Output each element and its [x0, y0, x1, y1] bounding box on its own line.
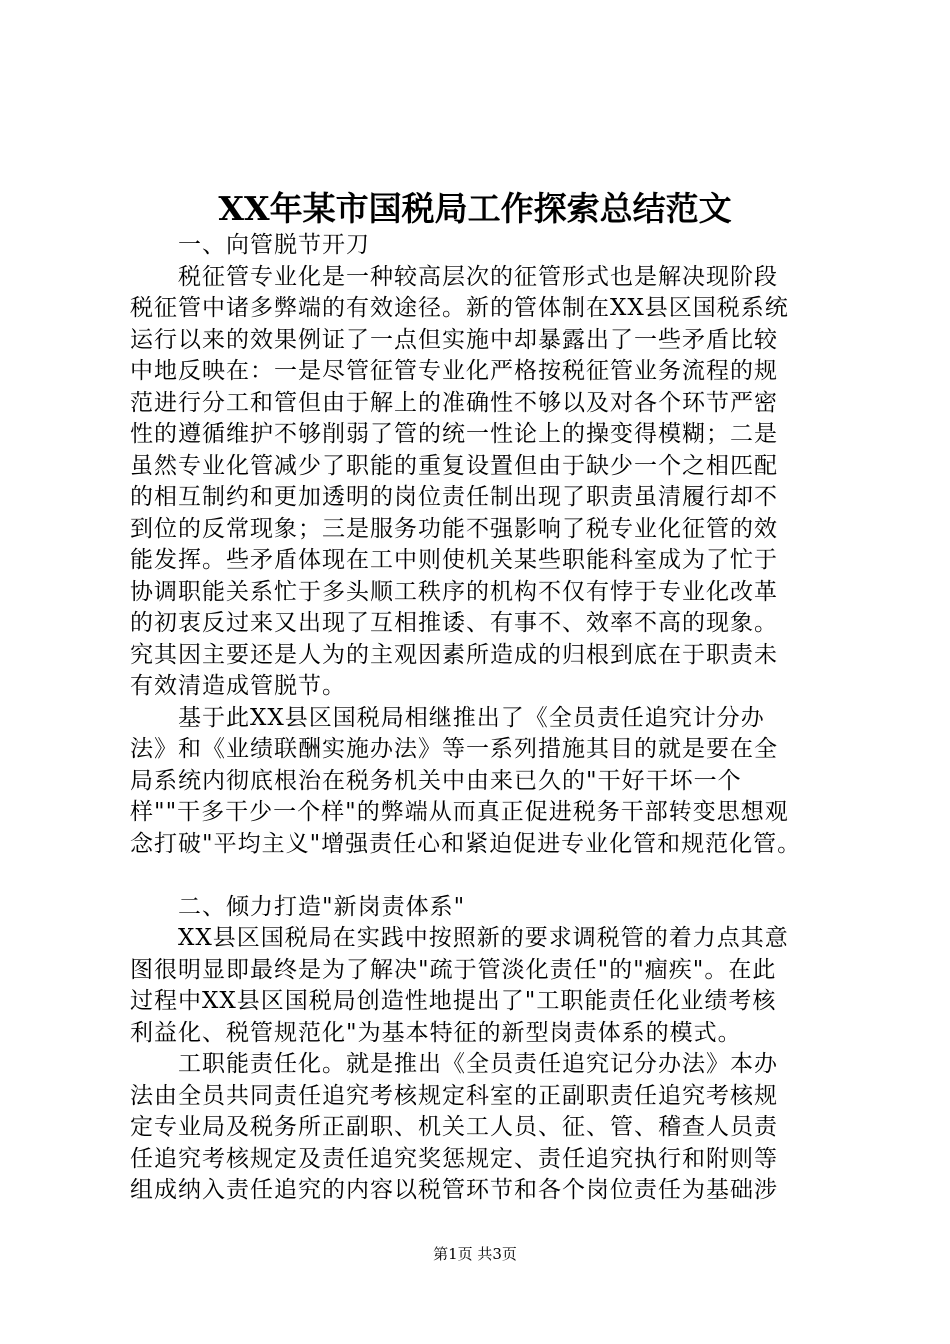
text-line: 有效清造成管脱节。	[130, 673, 346, 699]
text-line: 中地反映在：一是尽管征管专业化严格按税征管业务流程的规	[130, 358, 778, 384]
text-line: 运行以来的效果例证了一点但实施中却暴露出了一些矛盾比较	[130, 326, 778, 353]
text-line: 法由全员共同责任追究考核规定科室的正副职责任追究考核规	[130, 1082, 778, 1109]
text-line: 基于此XX县区国税局相继推出了《全员责任追究计分办	[130, 704, 765, 731]
text-line: 二、倾力打造"新岗责体系"	[130, 893, 466, 920]
text-line: 组成纳入责任追究的内容以税管环节和各个岗位责任为基础涉	[130, 1177, 778, 1203]
text-line: 图很明显即最终是为了解决"疏于管淡化责任"的"痼疾"。在此	[130, 956, 777, 983]
text-line: 法》和《业绩联酬实施办法》等一系列措施其目的就是要在全	[130, 736, 778, 762]
text-line: 能发挥。些矛盾体现在工中则使机关某些职能科室成为了忙于	[130, 547, 778, 573]
text-line: 局系统内彻底根治在税务机关中由来已久的"干好干坏一个	[130, 767, 742, 794]
text-line: 税征管专业化是一种较高层次的征管形式也是解决现阶段	[130, 263, 778, 290]
text-line: 过程中XX县区国税局创造性地提出了"工职能责任化业绩考核	[130, 988, 777, 1014]
text-line: 念打破"平均主义"增强责任心和紧迫促进专业化管和规范化管。	[130, 830, 802, 857]
text-line: 的初衷反过来又出现了互相推诿、有事不、效率不高的现象。	[130, 610, 778, 636]
text-line: 样""干多干少一个样"的弊端从而真正促进税务干部转变思想观	[130, 799, 789, 825]
text-line: 到位的反常现象；三是服务功能不强影响了税专业化征管的效	[130, 515, 778, 542]
text-line: 范进行分工和管但由于解上的准确性不够以及对各个环节严密	[130, 389, 778, 416]
text-line: 虽然专业化管减少了职能的重复设置但由于缺少一个之相匹配	[130, 452, 778, 479]
text-line: 任追究考核规定及责任追究奖惩规定、责任追究执行和附则等	[130, 1145, 778, 1172]
text-line: 究其因主要还是人为的主观因素所造成的归根到底在于职责未	[130, 641, 778, 668]
text-line: 工职能责任化。就是推出《全员责任追究记分办法》本办	[130, 1051, 778, 1077]
text-line: 协调职能关系忙于多头顺工秩序的机构不仅有悖于专业化改革	[130, 578, 778, 605]
text-line: 税征管中诸多弊端的有效途径。新的管体制在XX县区国税系统	[130, 295, 789, 321]
document-title: XX年某市国税局工作探索总结范文	[218, 189, 732, 228]
text-line: 利益化、税管规范化"为基本特征的新型岗责体系的模式。	[130, 1019, 742, 1046]
text-line: XX县区国税局在实践中按照新的要求调税管的着力点其意	[130, 925, 789, 951]
text-line: 性的遵循维护不够削弱了管的统一性论上的操变得模糊；二是	[130, 421, 778, 447]
text-line: 一、向管脱节开刀	[130, 232, 370, 258]
text-line	[130, 860, 830, 892]
document-body	[130, 230, 830, 1207]
text-line: 的相互制约和更加透明的岗位责任制出现了职责虽清履行却不	[130, 484, 778, 510]
page-number: 第1页 共3页	[433, 1245, 517, 1263]
text-line: 定专业局及税务所正副职、机关工人员、征、管、稽查人员责	[130, 1114, 778, 1140]
